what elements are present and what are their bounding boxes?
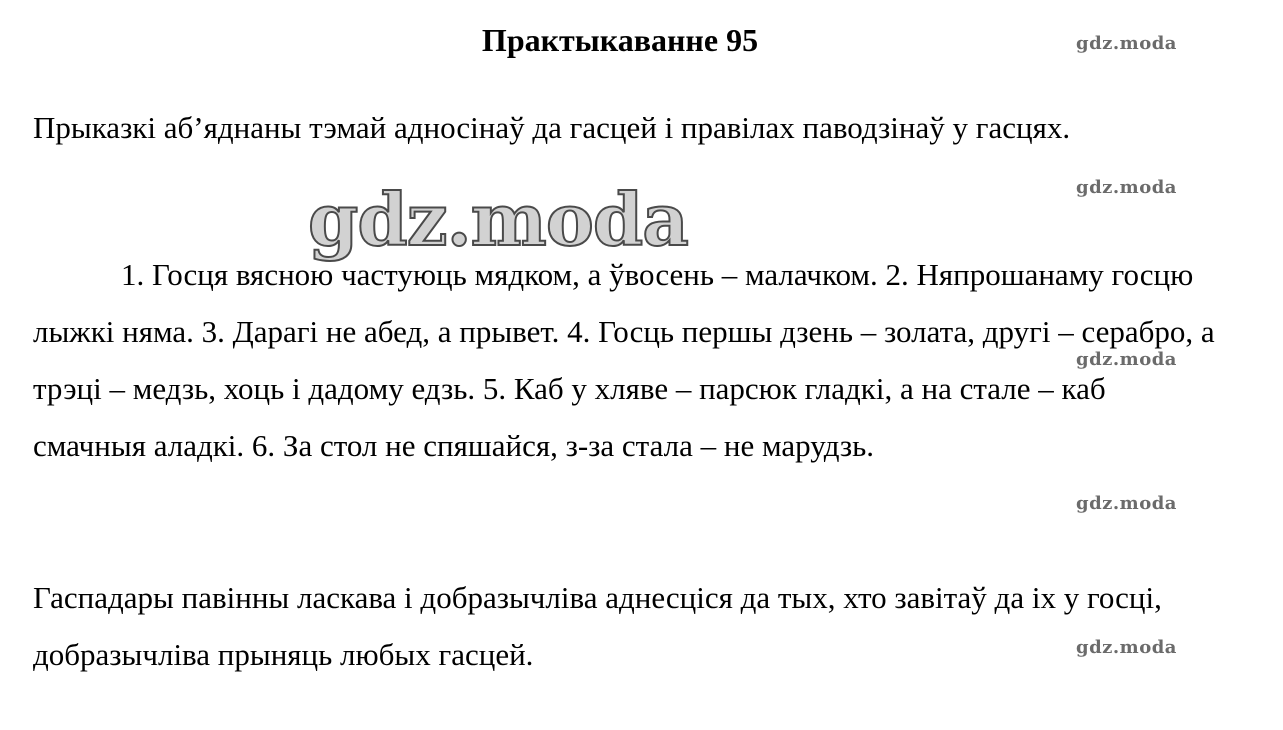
paragraph-intro: Прыказкі аб’яднаны тэмай адносінаў да гасцей і правілах паводзінаў у гасцях. — [33, 110, 1071, 145]
watermark-text: gdz.moda — [1076, 637, 1177, 658]
watermark-text: gdz.moda — [1076, 493, 1177, 514]
page-title: Практыкаванне 95 — [481, 22, 759, 58]
watermark-text: gdz.moda — [1076, 177, 1177, 198]
watermark-text: gdz.moda — [1076, 349, 1177, 370]
watermark-text: gdz.moda — [1076, 33, 1177, 54]
paragraph-conclusion: Гаспадары павінны ласкава і добразычліва аднесціся да тых, хто завітаў да іх у госці, добразычліва прыняць любых гасцей. — [33, 580, 1162, 672]
paragraph-proverbs: 1. Госця вясною частуюць мядком, а ўвосень – малачком. 2. Няпрошанаму госцю лыжкі няма. 3. Дарагі не абед, а прывет. 4. Госць першы дзень – золата, другі – серабро, а трэці – медзь, хоць і дадому едзь. 5. Каб у хляве – парсюк гладкі, а на стале – каб смачныя аладкі. 6. За стол не спяшайся, з-за стала – не марудзь. — [33, 257, 1215, 463]
watermark-logo: gdz.moda — [308, 177, 688, 262]
